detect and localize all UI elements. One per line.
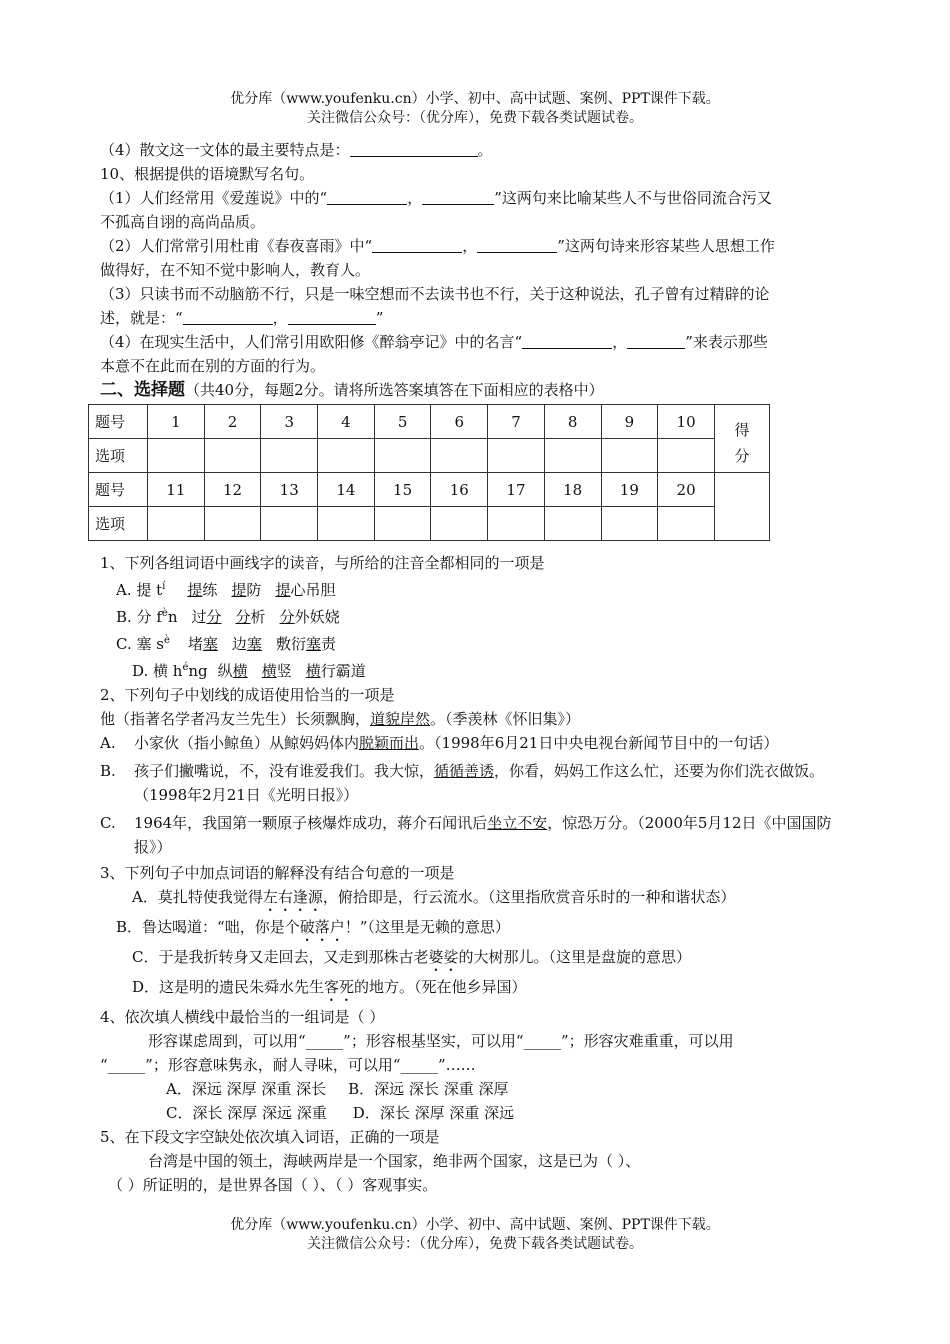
q4-option-a: A．深远 深厚 深重 深长	[166, 1080, 327, 1098]
answer-cell[interactable]	[261, 439, 318, 473]
header-line-2: 关注微信公众号：（优分库），免费下载各类试题试卷。	[307, 110, 643, 126]
question-number: 4	[318, 405, 375, 439]
q1-option-d: D. 横 $h^éng$ 纵横 横竖 横行霸道	[132, 662, 366, 680]
question-number: 2	[204, 405, 261, 439]
row-label-answer: 选项	[89, 439, 148, 473]
question-number: 3	[261, 405, 318, 439]
q3-option-d: D．这是明的遗民朱舜水先生客死的地方。（死在他乡异国）	[132, 978, 527, 996]
q3-option-c: C．于是我折转身又走回去，又走到那株古老婆娑的大树那儿。（这里是盘旋的意思）	[132, 948, 692, 966]
footer-line-2: 关注微信公众号：（优分库），免费下载各类试题试卷。	[307, 1236, 643, 1252]
q2-example: 他（指著名学者冯友兰先生）长须飘胸，道貌岸然。（季羡林《怀旧集》）	[100, 710, 581, 728]
q4-option-d: D．深长 深厚 深重 深远	[352, 1104, 515, 1122]
answer-cell[interactable]	[374, 507, 431, 541]
answer-cell[interactable]	[658, 507, 715, 541]
answer-cell[interactable]	[544, 439, 601, 473]
q3-option-b: B．鲁达喝道：“咄，你是个破落户！”（这里是无赖的意思）	[116, 918, 510, 936]
answer-cell[interactable]	[148, 507, 205, 541]
answer-cell[interactable]	[318, 439, 375, 473]
question-number: 19	[601, 473, 658, 507]
question-number: 5	[374, 405, 431, 439]
question-number: 11	[148, 473, 205, 507]
q10-item-3: （3）只读书而不动脑筋不行，只是一味空想而不去读书也不行，关于这种说法，孔子曾有过精辟的论	[100, 285, 770, 303]
header-line-1: 优分库（www.youfenku.cn）小学、初中、高中试题、案例、PPT课件下载。	[230, 91, 720, 107]
q2-option-a: A. 小家伙（指小鲸鱼）从鲸妈妈体内脱颖而出。（1998年6月21日中央电视台新闻节目中的一句话）	[100, 734, 779, 752]
footer-line-1: 优分库（www.youfenku.cn）小学、初中、高中试题、案例、PPT课件下载。	[230, 1217, 720, 1233]
answer-blank[interactable]	[522, 332, 612, 349]
question-number: 15	[374, 473, 431, 507]
row-label-number: 题号	[89, 473, 148, 507]
answer-cell[interactable]	[488, 507, 545, 541]
q10-item-1-cont: 不孤高自诩的高尚品质。	[100, 213, 266, 231]
answer-blank[interactable]	[350, 140, 478, 157]
question-number: 8	[544, 405, 601, 439]
q1-option-b: B. 分 $f^èn$ 过分 分析 分外妖娆	[116, 608, 340, 626]
question-number: 16	[431, 473, 488, 507]
answer-cell[interactable]	[204, 439, 261, 473]
answer-cell[interactable]	[318, 507, 375, 541]
question-number: 10	[658, 405, 715, 439]
q9-item-4: （4）散文这一文体的最主要特点是： 。	[100, 141, 493, 159]
answer-cell[interactable]	[601, 439, 658, 473]
q4-options-ab	[100, 1077, 852, 1101]
answer-cell[interactable]	[261, 507, 318, 541]
answer-blank[interactable]	[288, 308, 376, 325]
q4-stem: 4、依次填人横线中最恰当的一组词是（ ）	[100, 1008, 385, 1026]
q10-item-3-cont: 述，就是：“ ， ”	[100, 309, 384, 327]
q5-paragraph-2: （ ）所证明的，是世界各国（ ）、（ ）客观事实。	[108, 1176, 438, 1194]
q1-option-a: A. 提 $t^í$ 提练 提防 提心吊胆	[116, 581, 336, 599]
question-number: 6	[431, 405, 488, 439]
q1-stem: 1、下列各组词语中画线字的读音，与所给的注音全都相同的一项是	[100, 554, 545, 572]
answer-blank[interactable]	[422, 188, 494, 205]
q4-paragraph-2: “_____”；形容意味隽永，耐人寻味，可以用“_____”……	[100, 1056, 476, 1074]
question-number: 1	[148, 405, 205, 439]
question-number: 7	[488, 405, 545, 439]
q1-option-c: C. 塞 $s^è$ 堵塞 边塞 敷衍塞责	[116, 635, 336, 653]
answer-table	[88, 404, 770, 541]
q10-item-4: （4）在现实生活中，人们常引用欧阳修《醉翁亭记》中的名言“ ， ”来表示那些	[100, 333, 768, 351]
row-label-number: 题号	[89, 405, 148, 439]
answer-cell[interactable]	[658, 439, 715, 473]
q4-paragraph-1: 形容谋虑周到，可以用“_____”；形容根基坚实，可以用“_____”；形容灾难重重，可以用	[148, 1032, 734, 1050]
answer-blank[interactable]	[372, 236, 462, 253]
q2-option-c: C. 1964年，我国第一颗原子核爆炸成功，蒋介石闻讯后坐立不安，惊恐万分。（2000年5月12日《中国国防报》）	[100, 814, 832, 856]
table-row	[89, 439, 770, 473]
table-row	[89, 405, 770, 439]
question-number: 9	[601, 405, 658, 439]
q10-title: 10、根据提供的语境默写名句。	[100, 165, 315, 183]
answer-cell[interactable]	[148, 439, 205, 473]
score-cell-empty[interactable]	[715, 473, 770, 541]
question-number: 18	[544, 473, 601, 507]
table-row	[89, 507, 770, 541]
q5-stem: 5、在下段文字空缺处依次填入词语，正确的一项是	[100, 1128, 440, 1146]
answer-cell[interactable]	[431, 439, 488, 473]
row-label-answer: 选项	[89, 507, 148, 541]
table-row	[89, 473, 770, 507]
q10-item-2-cont: 做得好，在不知不觉中影响人，教育人。	[100, 261, 371, 279]
answer-cell[interactable]	[488, 439, 545, 473]
q10-item-2: （2）人们常常引用杜甫《春夜喜雨》中“ ， ”这两句诗来形容某些人思想工作	[100, 237, 775, 255]
q4-options-cd	[100, 1101, 852, 1125]
section-2-note: （共40分，每题2分。请将所选答案填答在下面相应的表格中）	[185, 381, 604, 399]
question-number: 13	[261, 473, 318, 507]
question-number: 17	[488, 473, 545, 507]
answer-cell[interactable]	[204, 507, 261, 541]
answer-cell[interactable]	[601, 507, 658, 541]
score-cell: 得 分	[715, 405, 770, 473]
q3-stem: 3、下列句子中加点词语的解释没有结合句意的一项是	[100, 864, 455, 882]
q2-option-b: B. 孩子们撇嘴说，不，没有谁爱我们。我大惊，循循善诱，你看，妈妈工作这么忙，还要为你们洗衣做饭。（1998年2月21日《光明日报》）	[100, 762, 825, 804]
answer-blank[interactable]	[327, 188, 407, 205]
question-number: 12	[204, 473, 261, 507]
q2-stem: 2、下列句子中划线的成语使用恰当的一项是	[100, 686, 395, 704]
answer-blank[interactable]	[183, 308, 273, 325]
answer-cell[interactable]	[544, 507, 601, 541]
exam-content	[95, 138, 852, 1197]
q10-item-1: （1）人们经常用《爱莲说》中的“ ， ”这两句来比喻某些人不与世俗同流合污又	[100, 189, 772, 207]
question-number: 14	[318, 473, 375, 507]
q10-item-4-cont: 本意不在此而在别的方面的行为。	[100, 357, 326, 375]
section-2-heading	[100, 378, 852, 402]
question-number: 20	[658, 473, 715, 507]
q4-option-b: B．深远 深长 深重 深厚	[348, 1080, 509, 1098]
section-2-title: 二、选择题	[100, 380, 185, 400]
page-header	[0, 90, 950, 128]
q4-option-c: C．深长 深厚 深远 深重	[166, 1104, 327, 1122]
answer-cell[interactable]	[374, 439, 431, 473]
answer-blank[interactable]	[627, 332, 685, 349]
page-footer	[0, 1216, 950, 1254]
q3-option-a: A．莫扎特使我觉得左右逢源，俯拾即是，行云流水。（这里指欣赏音乐时的一种和谐状态）	[132, 888, 736, 906]
answer-blank[interactable]	[477, 236, 557, 253]
q5-paragraph-1: 台湾是中国的领土，海峡两岸是一个国家，绝非两个国家，这是已为（ ）、	[148, 1152, 641, 1170]
answer-cell[interactable]	[431, 507, 488, 541]
